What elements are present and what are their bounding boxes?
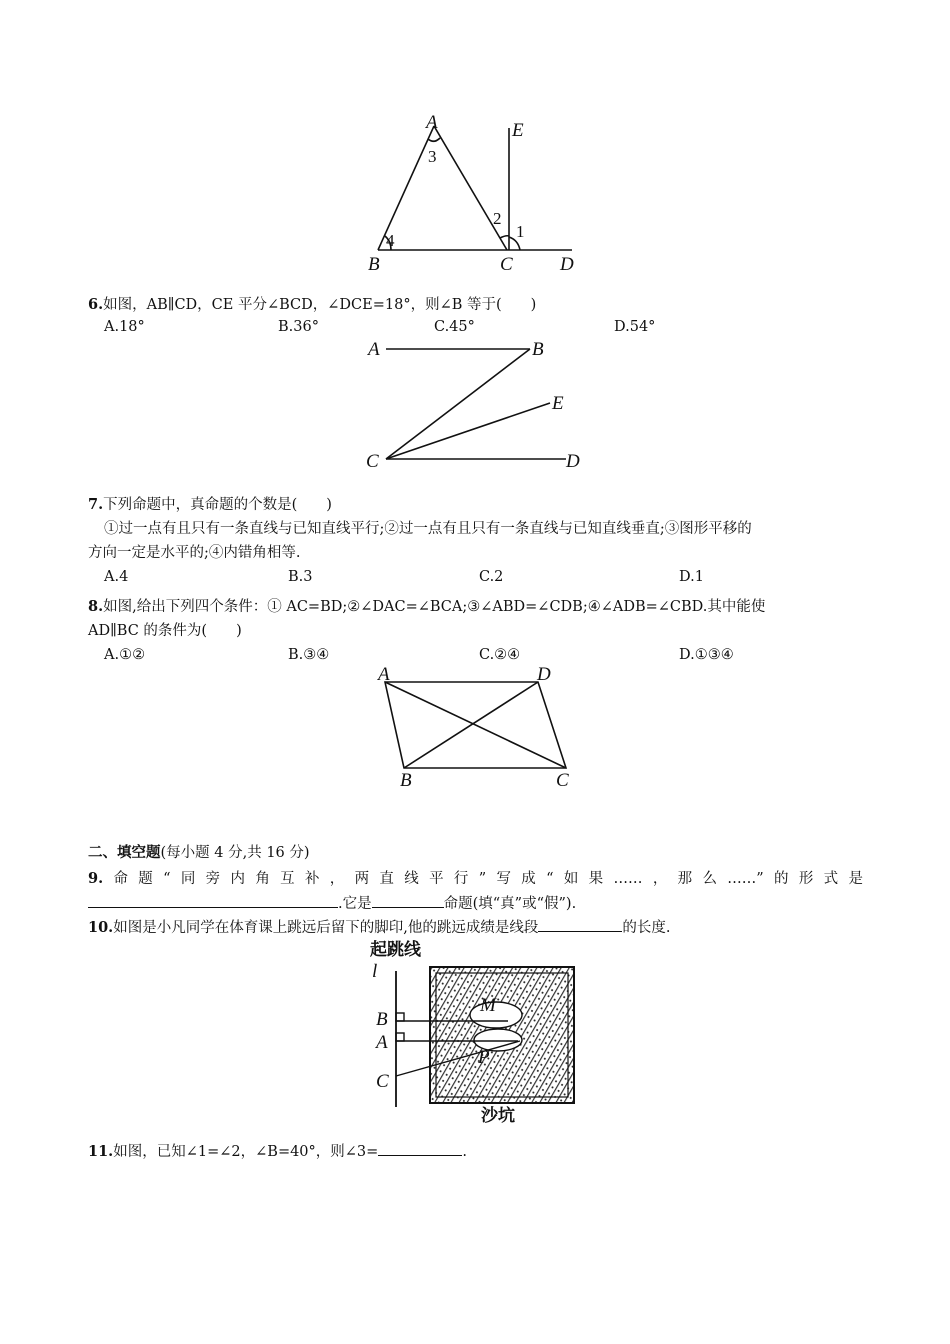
question-number: 8. [88,598,104,615]
question-11 [88,1141,863,1162]
z-shape-figure [360,335,600,475]
start-line-title: 起跳线 [370,940,421,959]
label-C: C [500,254,513,275]
label-angle-4: 4 [386,231,395,250]
question-text: 如图,给出下列四个条件：① AC=BD;②∠DAC=∠BCA;③∠ABD=∠CDB;④∠ADB=∠CBD.其中能使 [103,599,766,615]
section-note: (每小题 4 分,共 16 分) [160,845,310,861]
option-d: D.54° [614,319,656,335]
label-M: M [480,995,496,1016]
question-6 [88,295,863,315]
sand-pit-label: 沙坑 [481,1106,515,1125]
question-text: 如图，已知∠1=∠2，∠B=40°，则∠3= [113,1144,379,1160]
label-B: B [532,339,544,360]
answer-blank[interactable] [378,1141,462,1156]
question-9 [88,869,863,889]
option-a: A.4 [104,569,129,585]
label-B: B [368,254,380,275]
label-B: B [376,1009,388,1030]
option-a: A.18° [104,319,145,335]
option-c: C.2 [479,569,504,585]
option-d: D.①③④ [679,647,734,663]
answer-blank[interactable] [538,917,622,932]
answer-blank[interactable] [372,893,444,908]
long-jump-figure [368,937,583,1127]
label-angle-1: 1 [516,222,525,241]
option-b: B.③④ [288,647,330,663]
option-b: B.3 [288,569,313,585]
question-text: .它是 [338,896,372,912]
option-b: B.36° [278,319,319,335]
question-number: 7. [88,496,104,513]
question-text: 如图，AB∥CD，CE 平分∠BCD，∠DCE=18°，则∠B 等于( ) [103,297,537,313]
question-8 [88,597,863,617]
question-7-statements-line2: 方向一定是水平的;④内错角相等. [88,545,301,561]
question-9-line2 [88,893,863,914]
option-c: C.②④ [479,647,521,663]
label-B: B [400,770,412,791]
label-A: A [376,1032,388,1053]
label-C: C [376,1071,389,1092]
label-E: E [512,120,524,141]
question-text: 下列命题中，真命题的个数是( ) [103,497,332,513]
option-a: A.①② [104,647,146,663]
option-c: C.45° [434,319,475,335]
parallelogram-figure [370,660,590,795]
label-angle-3: 3 [428,147,437,166]
question-text: . [462,1144,467,1160]
section-heading [88,843,863,863]
question-text: 的长度. [622,920,671,936]
label-D: D [537,664,551,685]
label-C: C [366,451,379,472]
label-A: A [426,112,438,133]
label-E: E [552,393,564,414]
question-7 [88,495,863,515]
label-P: P [478,1047,490,1068]
question-text: 如图是小凡同学在体育课上跳远后留下的脚印,他的跳远成绩是线段 [113,920,539,936]
answer-blank[interactable] [88,893,338,908]
question-8-line2: AD∥BC 的条件为( ) [88,623,242,639]
question-number: 10. [88,919,114,936]
question-7-statements-line1: ①过一点有且只有一条直线与已知直线平行;②过一点有且只有一条直线与已知直线垂直;③图形平移的 [104,521,752,537]
label-angle-2: 2 [493,209,502,228]
label-l: l [372,961,378,982]
question-text: 命题(填“真”或“假”). [443,896,577,912]
question-text: 命题“同旁内角互补，两直线平行”写成“如果……，那么……”的形式是 [103,871,863,887]
option-d: D.1 [679,569,704,585]
label-C: C [556,770,569,791]
question-number: 9. [88,870,104,887]
label-D: D [566,451,580,472]
question-number: 11. [88,1143,114,1160]
question-10 [88,917,863,938]
label-A: A [368,339,380,360]
section-title: 二、填空题 [88,844,161,861]
label-D: D [560,254,574,275]
triangle-angle-figure [360,110,600,280]
label-A: A [378,664,390,685]
question-number: 6. [88,296,104,313]
